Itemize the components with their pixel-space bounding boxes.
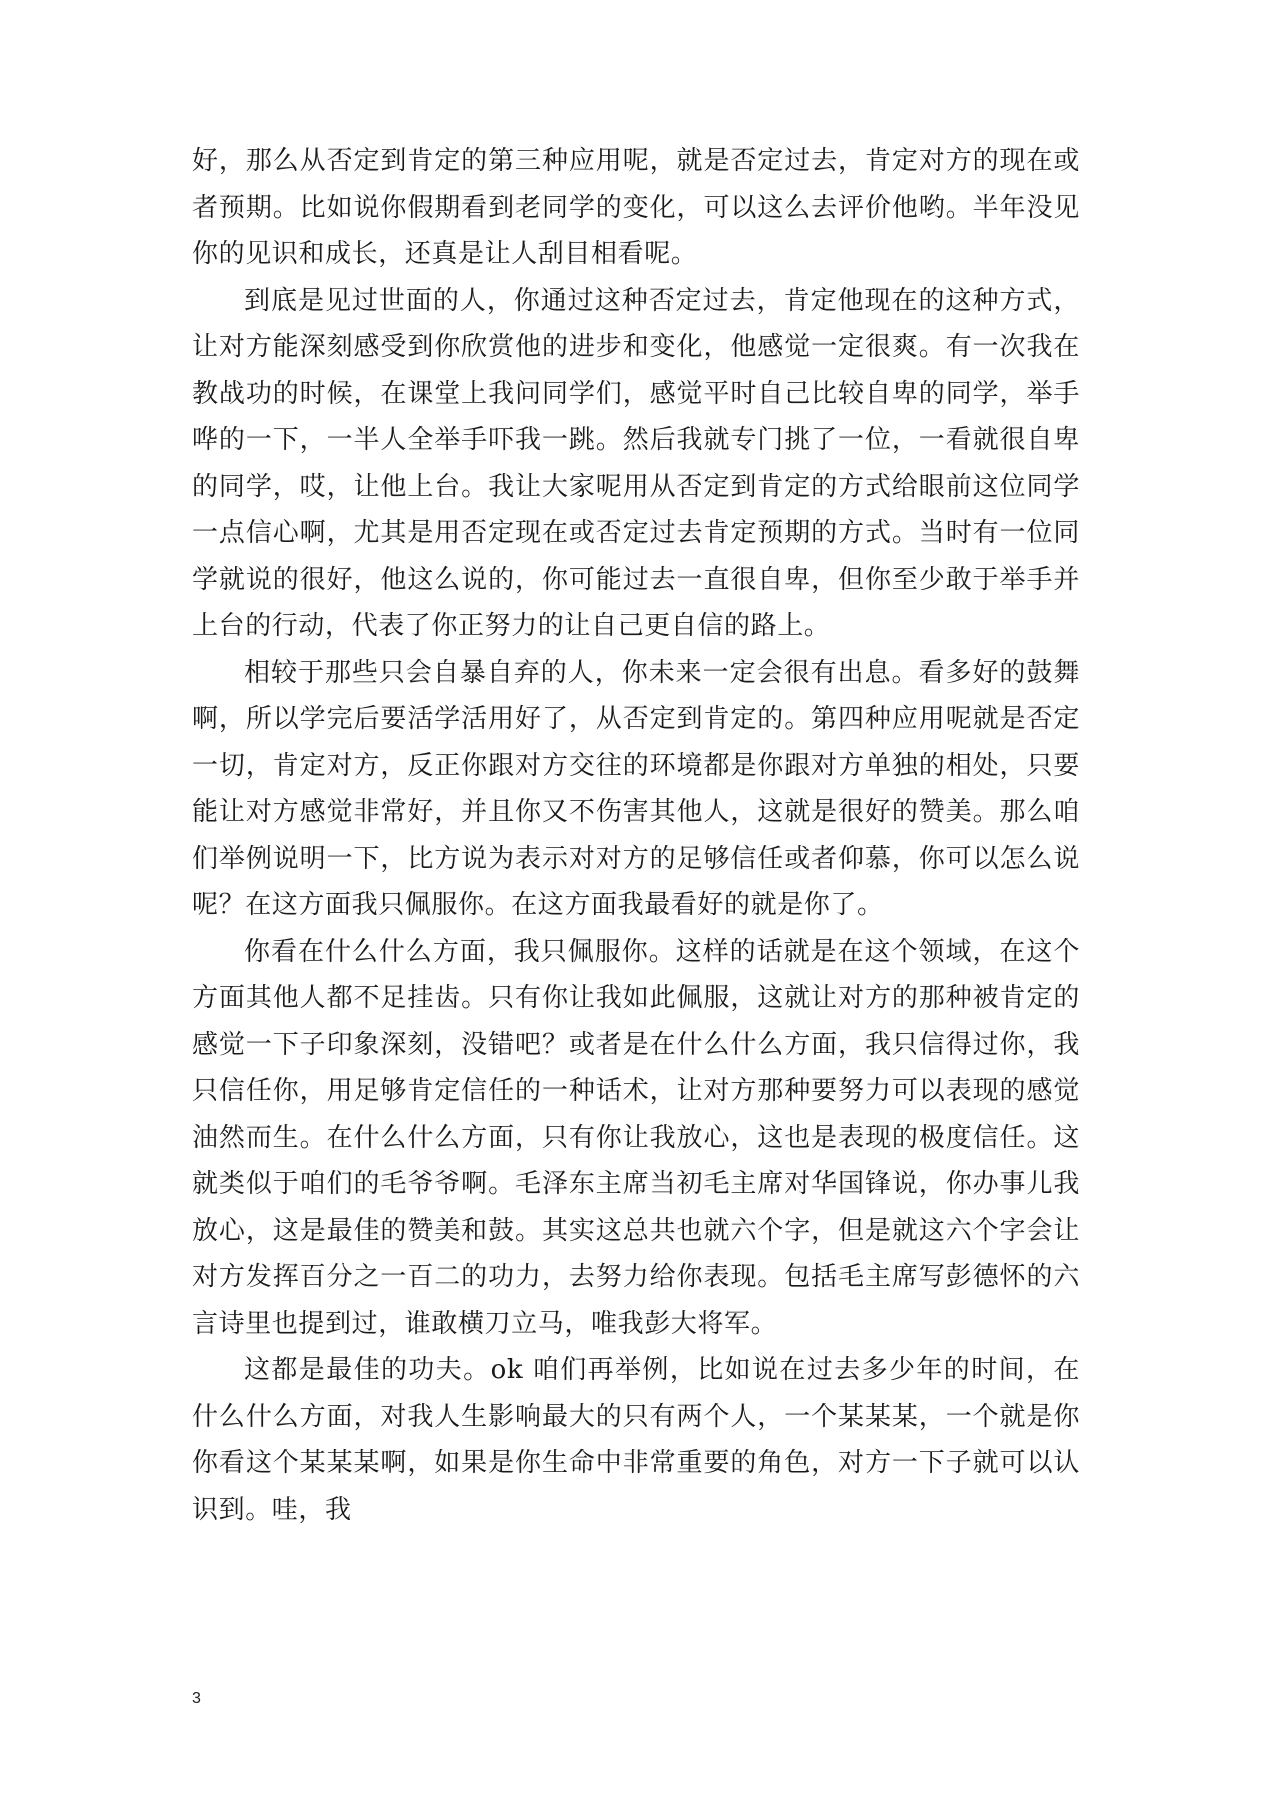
paragraph-3: 相较于那些只会自暴自弃的人，你未来一定会很有出息。看多好的鼓舞啊，所以学完后要活学活用好了，从否定到肯定的。第四种应用呢就是否定一切，肯定对方，反正你跟对方交往的环境都是你跟对方单独的相处，只要能让对方感觉非常好，并且你又不伤害其他人，这就是很好的赞美。那么咱们举例说明一下，比方说为表示对对方的足够信任或者仰慕，你可以怎么说呢？在这方面我只佩服你。在这方面我最看好的就是你了。 [192,657,1080,920]
paragraph-1: 好，那么从否定到肯定的第三种应用呢，就是否定过去，肯定对方的现在或者预期。比如说你假期看到老同学的变化，可以这么去评价他哟。半年没见你的见识和成长，还真是让人刮目相看呢。 [192,146,1080,269]
paragraph-2: 到底是见过世面的人，你通过这种否定过去，肯定他现在的这种方式，让对方能深刻感受到你欣赏他的进步和变化，他感觉一定很爽。有一次我在教战功的时候，在课堂上我问同学们，感觉平时自己比较自卑的同学，举手哗的一下，一半人全举手吓我一跳。然后我就专门挑了一位，一看就很自卑的同学，哎，让他上台。我让大家呢用从否定到肯定的方式给眼前这位同学一点信心啊，尤其是用否定现在或否定过去肯定预期的方式。当时有一位同学就说的很好，他这么说的，你可能过去一直很自卑，但你至少敢于举手并上台的行动，代表了你正努力的让自己更自信的路上。 [192,285,1080,641]
paragraph-5: 这都是最佳的功夫。ok 咱们再举例，比如说在过去多少年的时间，在什么什么方面，对我人生影响最大的只有两个人，一个某某某，一个就是你你看这个某某某啊，如果是你生命中非常重要的角色，对方一下子就可以认识到。哇，我 [192,1355,1080,1525]
document-body [192,138,1080,1533]
page-number: 3 [192,1690,201,1707]
paragraph-4: 你看在什么什么方面，我只佩服你。这样的话就是在这个领域，在这个方面其他人都不足挂齿。只有你让我如此佩服，这就让对方的那种被肯定的感觉一下子印象深刻，没错吧？或者是在什么什么方面，我只信得过你，我只信任你，用足够肯定信任的一种话术，让对方那种要努力可以表现的感觉油然而生。在什么什么方面，只有你让我放心，这也是表现的极度信任。这就类似于咱们的毛爷爷啊。毛泽东主席当初毛主席对华国锋说，你办事儿我放心，这是最佳的赞美和鼓。其实这总共也就六个字，但是就这六个字会让对方发挥百分之一百二的功力，去努力给你表现。包括毛主席写彭德怀的六言诗里也提到过，谁敢横刀立马，唯我彭大将军。 [192,936,1080,1339]
